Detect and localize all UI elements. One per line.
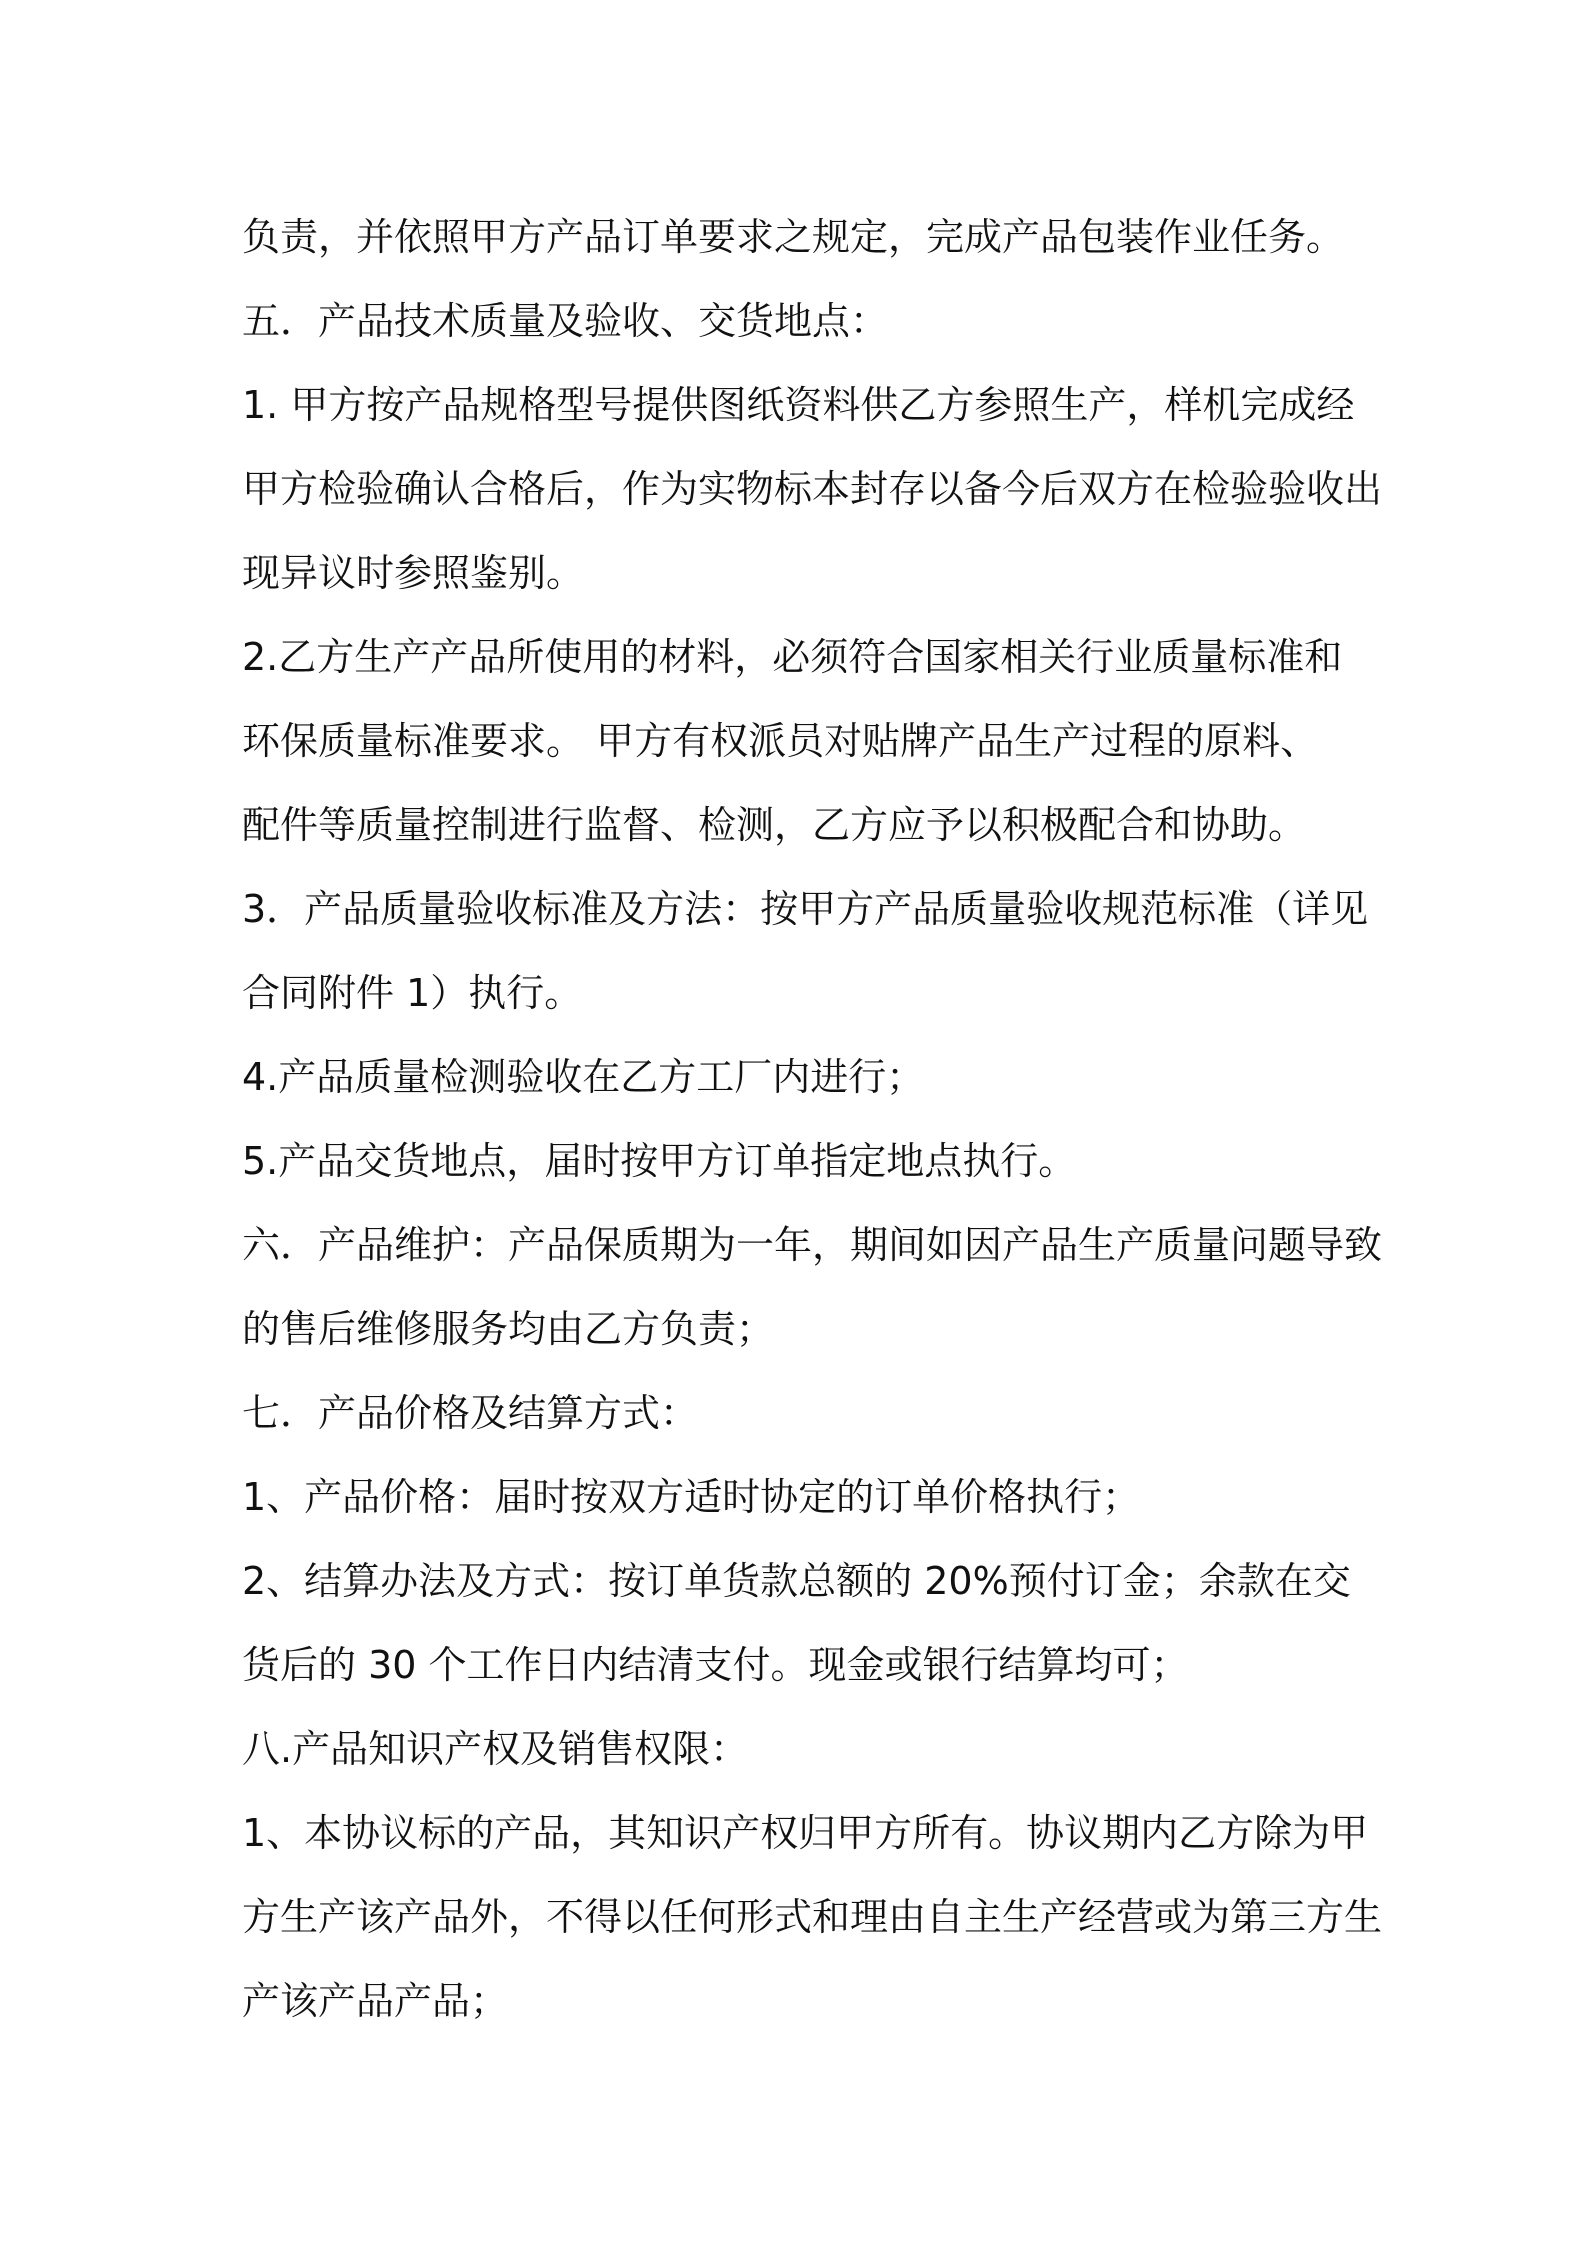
text-line: 2.乙方生产产品所使用的材料，必须符合国家相关行业质量标准和 xyxy=(242,635,1343,679)
section-heading-7: 七．产品价格及结算方式： xyxy=(242,1391,699,1435)
text-line: 货后的 30 个工作日内结清支付。现金或银行结算均可； xyxy=(242,1643,1189,1687)
text-line: 配件等质量控制进行监督、检测，乙方应予以积极配合和协助。 xyxy=(242,803,1307,847)
text-line: 环保质量标准要求。 甲方有权派员对贴牌产品生产过程的原料、 xyxy=(242,719,1319,763)
text-line: 1、产品价格：届时按双方适时协定的订单价格执行； xyxy=(242,1475,1141,1519)
text-line: 1、本协议标的产品，其知识产权归甲方所有。协议期内乙方除为甲 xyxy=(242,1811,1369,1855)
text-line: 的售后维修服务均由乙方负责； xyxy=(242,1307,775,1351)
section-heading-6: 六．产品维护：产品保质期为一年，期间如因产品生产质量问题导致 xyxy=(242,1223,1383,1267)
text-line: 合同附件 1）执行。 xyxy=(242,971,583,1015)
contract-text xyxy=(242,195,1383,2043)
text-line: 负责，并依照甲方产品订单要求之规定，完成产品包装作业任务。 xyxy=(242,215,1345,259)
text-line: 甲方检验确认合格后，作为实物标本封存以备今后双方在检验验收出 xyxy=(242,467,1383,511)
text-line: 5.产品交货地点，届时按甲方订单指定地点执行。 xyxy=(242,1139,1077,1183)
text-line: 现异议时参照鉴别。 xyxy=(242,551,585,595)
section-heading-5: 五．产品技术质量及验收、交货地点： xyxy=(242,299,889,343)
text-line: 方生产该产品外，不得以任何形式和理由自主生产经营或为第三方生 xyxy=(242,1895,1383,1939)
text-line: 1. 甲方按产品规格型号提供图纸资料供乙方参照生产，样机完成经 xyxy=(242,383,1355,427)
text-line: 产该产品产品； xyxy=(242,1979,509,2023)
section-heading-8: 八.产品知识产权及销售权限： xyxy=(242,1727,749,1771)
text-line: 3．产品质量验收标准及方法：按甲方产品质量验收规范标准（详见 xyxy=(242,887,1369,931)
text-line: 4.产品质量检测验收在乙方工厂内进行； xyxy=(242,1055,925,1099)
text-line: 2、结算办法及方式：按订单货款总额的 20%预付订金；余款在交 xyxy=(242,1559,1351,1603)
